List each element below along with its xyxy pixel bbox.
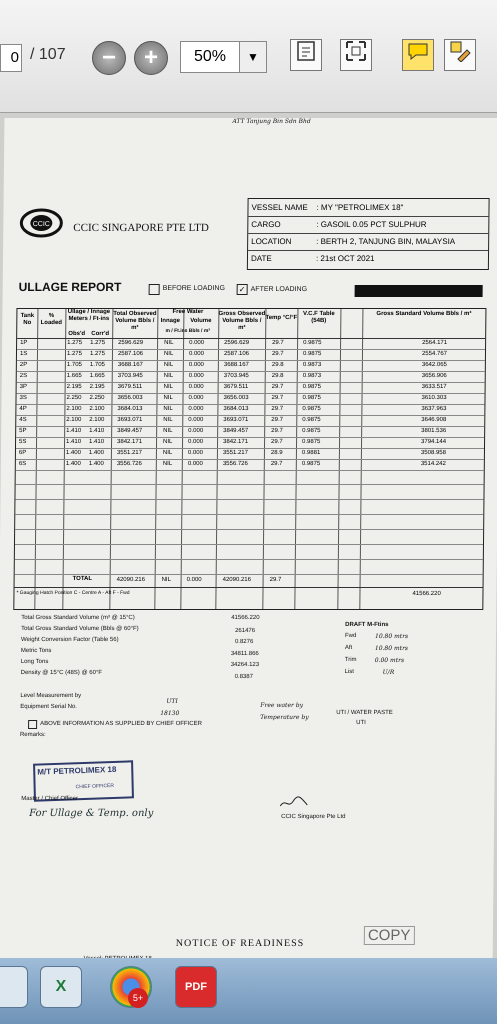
vessel-stamp-officer: CHIEF OFFICER <box>75 782 115 791</box>
cell-vcf: 0.9875 <box>302 439 321 445</box>
ullage-table <box>13 308 486 610</box>
cell-temp: 29.7 <box>271 395 284 401</box>
cell-vol: 0.000 <box>188 384 204 390</box>
cell-corrd: 1.275 <box>89 351 106 357</box>
cell-innage: NIL <box>164 340 174 346</box>
header-obsd: Obs'd <box>68 331 86 337</box>
draft-fwd-label: Fwd <box>344 633 357 639</box>
vessel-value: : 21st OCT 2021 <box>315 254 375 263</box>
vessel-row <box>248 250 488 267</box>
cell-vcf: 0.9875 <box>302 395 321 401</box>
draft-trim-value: 0.00 mtrs <box>374 657 405 664</box>
fit-page-icon[interactable] <box>290 39 322 71</box>
cell-vcf: 0.9875 <box>303 340 322 346</box>
summary-value: 41566.220 <box>231 615 260 621</box>
cell-corrd: 2.195 <box>89 384 105 390</box>
cell-temp: 29.8 <box>271 362 284 368</box>
cell-gov: 3551.217 <box>222 450 249 456</box>
total-gov: 42090.216 <box>222 577 252 583</box>
expand-icon[interactable] <box>340 39 372 71</box>
cell-gsv: 3642.065 <box>421 362 447 368</box>
page-total-label: / 107 <box>30 46 66 63</box>
header-ullage: Ullage / Innage Meters / Ft-ins <box>67 309 111 322</box>
cell-gsv: 2564.171 <box>422 340 448 346</box>
cell-innage: NIL <box>162 450 173 456</box>
cell-tov: 3556.726 <box>116 461 142 467</box>
cell-gov: 3849.457 <box>223 428 249 434</box>
pdf-toolbar <box>0 0 497 113</box>
cell-corrd: 1.400 <box>88 461 104 467</box>
draft-aft-label: Aft <box>344 645 353 651</box>
cell-obsd: 2.100 <box>66 406 82 412</box>
cell-temp: 29.7 <box>271 384 284 390</box>
cell-gsv: 2554.767 <box>421 351 448 357</box>
before-loading-checkbox[interactable] <box>149 284 160 295</box>
cell-vcf: 0.9873 <box>302 362 322 368</box>
highlight-icon[interactable] <box>444 39 476 71</box>
cell-corrd: 1.665 <box>89 373 105 379</box>
header-volume: Volume <box>190 318 212 324</box>
cell-corrd: 1.410 <box>89 428 105 434</box>
summary-label: Total Gross Standard Volume (m³ @ 15°C) <box>21 615 135 621</box>
cell-tank: 3P <box>19 384 28 390</box>
cell-vcf: 0.9875 <box>301 461 321 467</box>
redacted-block <box>355 285 483 297</box>
copy-stamp: COPY <box>364 926 415 945</box>
cell-obsd: 1.665 <box>66 373 82 379</box>
cell-innage: NIL <box>163 439 173 445</box>
cell-gsv: 3656.906 <box>421 373 447 379</box>
ccic-signature <box>279 796 309 810</box>
cell-temp: 29.8 <box>271 373 284 379</box>
company-name: CCIC SINGAPORE PTE LTD <box>73 222 209 234</box>
cell-tov: 3679.511 <box>117 384 143 390</box>
terminal-stamp: ATT Tanjung Bin Sdn Bhd <box>232 118 311 125</box>
cell-obsd: 1.410 <box>66 439 82 445</box>
cell-tank: 4S <box>19 417 27 423</box>
cell-tank: 6S <box>18 461 27 467</box>
cell-tov: 3656.003 <box>117 395 143 401</box>
summary-label: Weight Conversion Factor (Table 56) <box>20 637 119 643</box>
cell-tov: 3551.217 <box>116 450 143 456</box>
cell-temp: 28.9 <box>270 450 283 456</box>
vessel-key: CARGO <box>251 220 281 229</box>
level-measurement-label: Level Measurement by <box>20 693 82 699</box>
cell-vol: 0.000 <box>188 373 204 379</box>
cell-tank: 1S <box>19 351 28 357</box>
header-tov: Total Observed Volume Bbls / m³ <box>113 311 157 331</box>
header-free-water: Free Water <box>172 309 204 315</box>
ccic-logo <box>19 208 63 238</box>
cell-vcf: 0.9881 <box>301 450 321 456</box>
excel-icon[interactable]: X <box>40 966 82 1008</box>
cell-innage: NIL <box>163 395 173 401</box>
cell-tov: 3703.945 <box>117 373 143 379</box>
cell-obsd: 1.410 <box>66 428 82 434</box>
cell-tank: 5P <box>19 428 27 434</box>
draft-title: DRAFT M-Ftins <box>345 622 389 628</box>
cell-innage: NIL <box>163 428 173 434</box>
cell-tov: 3849.457 <box>117 428 143 434</box>
total-label: TOTAL <box>72 576 93 582</box>
cell-vol: 0.000 <box>188 362 204 368</box>
cell-innage: NIL <box>163 406 173 412</box>
svg-text:CCIC: CCIC <box>32 221 50 228</box>
temperature-value: UTI <box>356 720 366 726</box>
cell-tank: 2S <box>19 373 28 379</box>
cell-gsv: 3610.303 <box>421 395 447 401</box>
cell-vol: 0.000 <box>189 340 205 346</box>
cell-innage: NIL <box>163 351 174 357</box>
above-info-label: ABOVE INFORMATION AS SUPPLIED BY CHIEF OFFICER <box>40 721 202 727</box>
header-vcf: V.C.F Table (54B) <box>303 311 335 324</box>
vessel-value: : BERTH 2, TANJUNG BIN, MALAYSIA <box>316 237 456 246</box>
summary-value: 0.8276 <box>234 639 254 645</box>
cell-vol: 0.000 <box>188 395 204 401</box>
header-gsv: Gross Standard Volume Bbls / m³ <box>376 311 472 317</box>
header-innage: Innage <box>160 318 181 324</box>
cell-gsv: 3514.242 <box>420 461 446 467</box>
cell-vcf: 0.9873 <box>302 373 322 379</box>
cell-obsd: 1.705 <box>66 362 82 368</box>
cell-temp: 29.7 <box>271 406 284 412</box>
cell-obsd: 2.195 <box>66 384 82 390</box>
cell-vol: 0.000 <box>188 406 204 412</box>
cell-corrd: 1.275 <box>90 340 106 346</box>
cell-gsv: 3637.963 <box>421 406 447 412</box>
summary-value: 261476 <box>235 628 256 634</box>
cell-tov: 2596.629 <box>118 340 144 346</box>
cell-vol: 0.000 <box>187 461 203 467</box>
cell-vcf: 0.9875 <box>302 417 321 423</box>
cell-corrd: 2.250 <box>89 395 105 401</box>
taskbar <box>0 958 497 1024</box>
cell-temp: 29.7 <box>271 428 283 434</box>
cell-gsv: 3633.517 <box>421 384 447 390</box>
vessel-stamp-name: M/T PETROLIMEX 18 <box>37 764 117 777</box>
cell-temp: 29.7 <box>271 417 284 423</box>
cell-tov: 3842.171 <box>117 439 143 445</box>
cell-tank: 1P <box>20 340 28 346</box>
total-innage: NIL <box>161 577 171 583</box>
equipment-serial: 18130 <box>160 710 180 717</box>
header-temp: Temp °C/°F <box>265 315 298 321</box>
summary-label: Metric Tons <box>20 648 52 654</box>
cell-innage: NIL <box>163 417 173 423</box>
cell-corrd: 2.100 <box>89 417 105 423</box>
cell-vol: 0.000 <box>187 450 203 456</box>
notice-title: NOTICE OF READINESS <box>175 938 305 949</box>
cell-temp: 29.7 <box>270 461 283 467</box>
cell-vol: 0.000 <box>188 439 204 445</box>
cell-vcf: 0.9875 <box>302 384 322 390</box>
cell-vcf: 0.9875 <box>302 406 321 412</box>
after-loading-label: AFTER LOADING <box>250 286 308 293</box>
cell-tank: 5S <box>19 439 27 445</box>
cell-gov: 3679.511 <box>223 384 249 390</box>
header-fw-units: m / Ft.ins Bbls / m³ <box>165 328 210 334</box>
cell-obsd: 1.275 <box>66 351 83 357</box>
equipment-left-value: UTI <box>166 698 178 705</box>
for-ullage-note: For Ullage & Temp. only <box>29 808 154 819</box>
cell-corrd: 1.705 <box>89 362 105 368</box>
cell-gsv: 3794.144 <box>421 439 447 445</box>
notification-badge: 5+ <box>128 988 148 1008</box>
above-info-checkbox[interactable] <box>28 720 37 729</box>
cell-gov: 3703.945 <box>223 373 249 379</box>
cell-obsd: 1.400 <box>65 461 81 467</box>
cell-vol: 0.000 <box>188 417 204 423</box>
summary-label: Density @ 15°C (48S) @ 60°F <box>20 670 103 676</box>
before-loading-label: BEFORE LOADING <box>162 285 225 292</box>
cell-tank: 3S <box>19 395 27 401</box>
cell-obsd: 2.250 <box>66 395 82 401</box>
vessel-key: LOCATION <box>251 237 292 246</box>
taskbar-app-icon[interactable] <box>0 966 28 1008</box>
vessel-value: : MY "PETROLIMEX 18" <box>316 203 404 212</box>
total-tov: 42090.216 <box>116 577 146 583</box>
total-volume: 0.000 <box>186 577 202 583</box>
cell-gov: 2587.106 <box>223 351 250 357</box>
cell-tov: 2587.106 <box>117 351 144 357</box>
cell-corrd: 2.100 <box>89 406 105 412</box>
cell-tank: 4P <box>19 406 27 412</box>
cell-gov: 3842.171 <box>223 439 249 445</box>
cell-temp: 29.7 <box>272 340 284 346</box>
temperature-by-label: Temperature by <box>260 714 309 721</box>
summary-value: 34811.866 <box>230 651 259 657</box>
page-number-input[interactable]: 0 <box>0 44 22 72</box>
cell-gov: 3656.003 <box>223 395 249 401</box>
after-loading-checkbox[interactable]: ✓ <box>237 284 248 295</box>
draft-list-value: U/R <box>382 669 395 676</box>
zoom-out-button[interactable]: − <box>92 41 126 75</box>
zoom-input[interactable]: 50% <box>180 41 240 73</box>
pdf-reader-icon[interactable]: PDF <box>175 966 217 1008</box>
zoom-in-button[interactable]: + <box>134 41 168 75</box>
cell-gsv: 3508.958 <box>420 450 447 456</box>
cell-tov: 3684.013 <box>117 406 143 412</box>
header-tank: Tank No <box>20 313 35 326</box>
summary-value: 0.8387 <box>234 674 253 680</box>
vessel-row <box>248 216 488 234</box>
cell-gov: 3556.726 <box>222 461 248 467</box>
cell-tov: 3693.071 <box>117 417 143 423</box>
zoom-dropdown-button[interactable]: ▼ <box>239 41 267 73</box>
cell-vol: 0.000 <box>188 351 205 357</box>
cell-vcf: 0.9875 <box>302 351 322 357</box>
cell-tank: 6P <box>18 450 27 456</box>
cell-obsd: 1.400 <box>65 450 81 456</box>
header-corrd: Corr'd <box>91 331 110 337</box>
cell-gsv: 3801.536 <box>421 428 447 434</box>
total-gsv: 41566.220 <box>412 591 441 597</box>
comment-icon[interactable] <box>402 39 434 71</box>
gauging-note: * Gauging Hatch Position C - Centre A - Aft F - Fwd <box>16 590 130 596</box>
header-gov: Gross Observed Volume Bbls / m³ <box>218 311 266 331</box>
equipment-label: Equipment Serial No. <box>20 704 78 710</box>
cell-tank: 2P <box>19 362 28 368</box>
cell-vol: 0.000 <box>188 428 204 434</box>
cell-gov: 3688.167 <box>223 362 249 368</box>
cell-temp: 29.7 <box>271 351 284 357</box>
draft-list-label: List <box>344 669 355 675</box>
draft-trim-label: Trim <box>344 657 357 663</box>
draft-aft-value: 10.80 mtrs <box>374 645 409 652</box>
vessel-key: DATE <box>250 254 272 263</box>
cell-temp: 29.7 <box>271 439 283 445</box>
cell-corrd: 1.400 <box>88 450 104 456</box>
summary-value: 34264.123 <box>230 662 260 668</box>
free-water-value: UTI / WATER PASTE <box>336 710 393 716</box>
cell-tov: 3688.167 <box>117 362 143 368</box>
summary-label: Total Gross Standard Volume (Bbls @ 60°F) <box>21 626 139 632</box>
vessel-row <box>248 233 488 251</box>
vessel-value: : GASOIL 0.05 PCT SULPHUR <box>316 220 427 229</box>
summary-label: Long Tons <box>20 659 49 665</box>
cell-obsd: 1.275 <box>67 340 83 346</box>
cell-gov: 3684.013 <box>223 406 249 412</box>
cell-gsv: 3646.908 <box>421 417 447 423</box>
report-title: ULLAGE REPORT <box>18 280 122 294</box>
cell-innage: NIL <box>163 373 174 379</box>
vessel-key: VESSEL NAME <box>251 203 308 212</box>
cell-obsd: 2.100 <box>66 417 82 423</box>
document-page <box>0 118 497 968</box>
remarks-label: Remarks: <box>19 732 46 738</box>
cell-gov: 3693.071 <box>223 417 249 423</box>
free-water-by-label: Free water by <box>260 702 304 709</box>
cell-innage: NIL <box>163 362 174 368</box>
cell-innage: NIL <box>163 384 174 390</box>
cell-vcf: 0.9875 <box>302 428 321 434</box>
total-temp: 29.7 <box>269 577 282 583</box>
master-label: Master / Chief Officer <box>21 796 78 802</box>
ccic-sign-label: CCIC Singapore Pte Ltd <box>281 814 346 820</box>
cell-gov: 2596.629 <box>224 340 250 346</box>
cell-corrd: 1.410 <box>89 439 105 445</box>
cell-innage: NIL <box>162 461 173 467</box>
vessel-info-box <box>247 198 490 270</box>
vessel-row <box>248 199 488 217</box>
draft-fwd-value: 10.80 mtrs <box>374 633 409 640</box>
header-loaded: % Loaded <box>40 313 63 326</box>
